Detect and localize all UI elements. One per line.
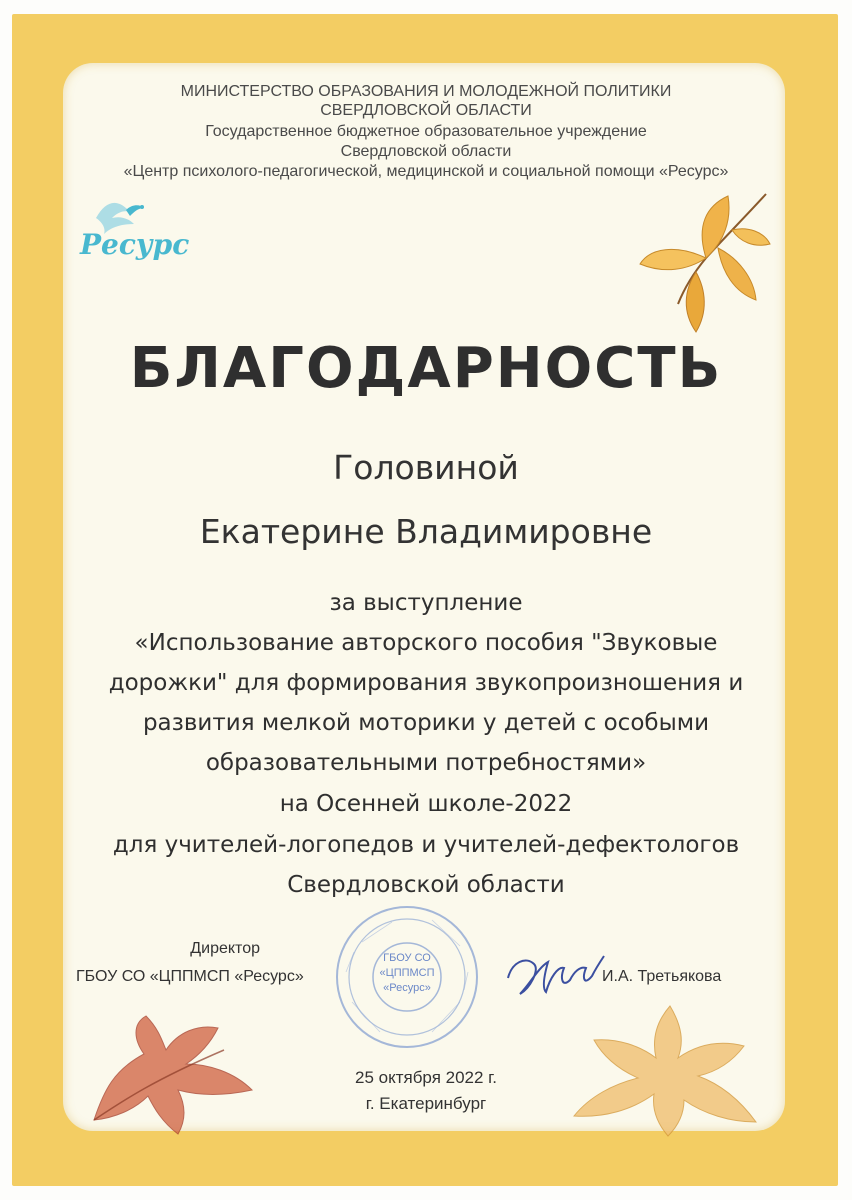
body-line-7: для учителей-логопедов и учителей-дефектологов [112,832,740,858]
handwritten-signature-icon [500,948,610,1008]
resurs-logo [78,190,198,270]
stamp-line-3: «Ресурс» [383,982,431,994]
director-organization: ГБОУ СО «ЦППМСП «Ресурс» [76,968,304,985]
logo-text: Ресурс [80,228,190,261]
stamp-line-2: «ЦППМСП [379,967,435,979]
ministry-line-2: СВЕРДЛОВСКОЙ ОБЛАСТИ [320,102,532,119]
body-line-2: «Использование авторского пособия "Звуковые [134,630,718,656]
body-line-6: на Осенней школе-2022 [279,791,573,817]
issue-city: г. Екатеринбург [365,1094,487,1113]
body-line-3: дорожки" для формирования звукопроизношения и [108,670,744,696]
institution-line-3: «Центр психолого-педагогической, медицинской и социальной помощи «Ресурс» [123,163,729,180]
autumn-leaves-top-icon [636,186,776,336]
ministry-line-1: МИНИСТЕРСТВО ОБРАЗОВАНИЯ И МОЛОДЕЖНОЙ ПОЛИТИКИ [180,83,672,100]
official-stamp [332,902,482,1052]
director-title: Директор [190,940,260,957]
institution-line-2: Свердловской области [340,143,512,160]
recipient-surname: Головиной [333,448,519,487]
stamp-line-1: ГБОУ СО [383,952,431,964]
signer-name: И.А. Третьякова [602,968,722,985]
body-line-4: развития мелкой моторики у детей с особыми [142,710,710,736]
body-line-5: образовательными потребностями» [205,750,647,776]
body-line-1: за выступление [329,590,523,616]
issue-date: 25 октября 2022 г. [354,1068,498,1087]
document-title: БЛАГОДАРНОСТЬ [129,336,723,401]
body-line-8: Свердловской области [287,872,565,898]
recipient-name: Екатерине Владимировне [199,512,653,551]
institution-line-1: Государственное бюджетное образовательное учреждение [205,123,647,140]
